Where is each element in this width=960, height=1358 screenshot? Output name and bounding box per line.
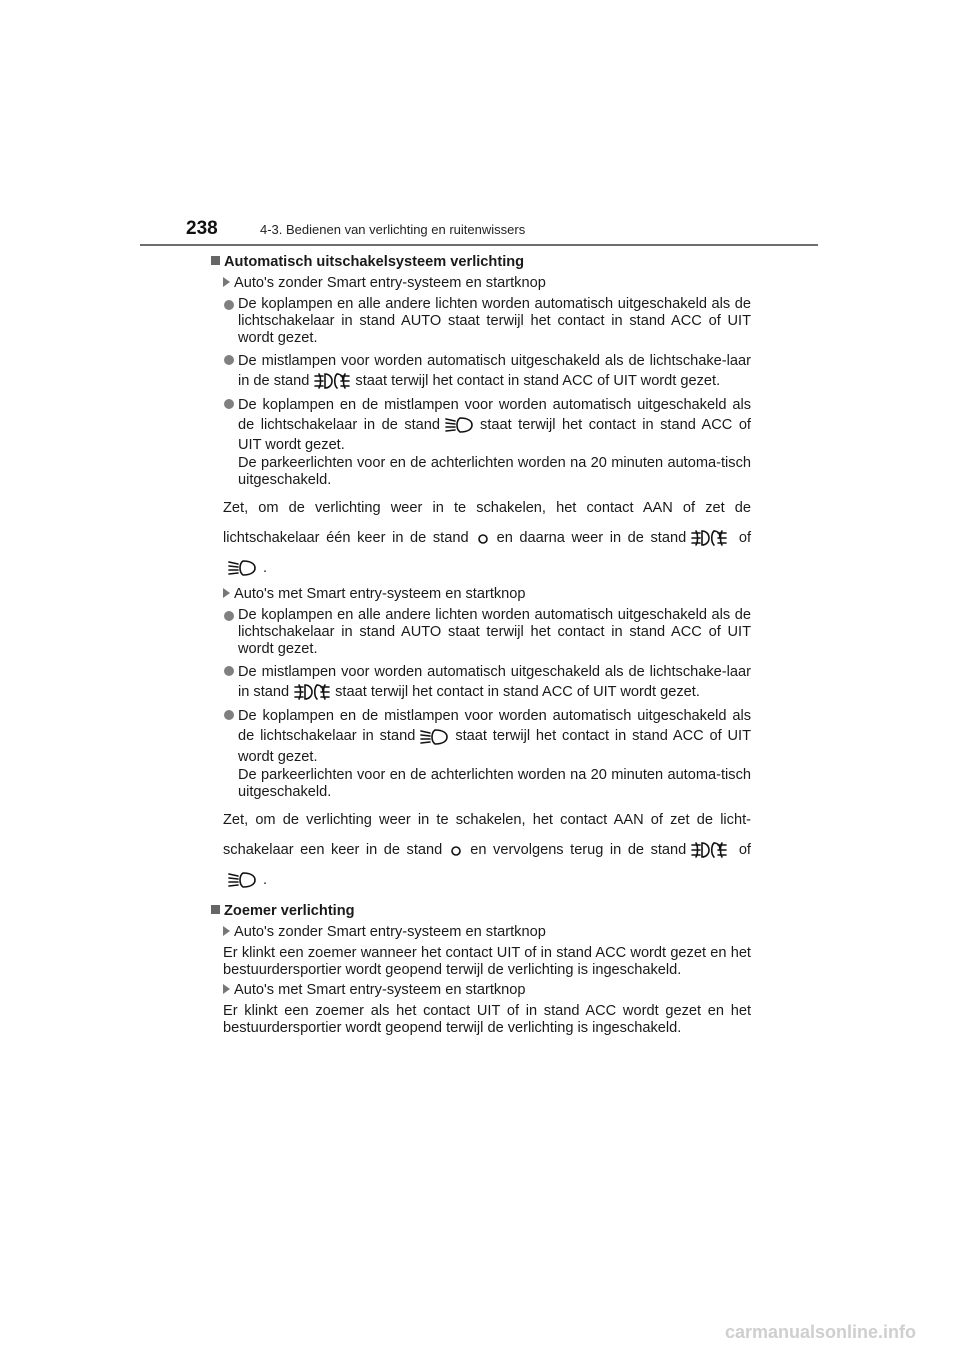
list-item: De koplampen en alle andere lichten worden automatisch uitgeschakeld als de lichtschakelaar in stand AUTO staat terwijl het contact in stand ACC of UIT wordt gezet. bbox=[211, 607, 751, 658]
bullet-icon bbox=[224, 710, 234, 720]
triangle-bullet-icon bbox=[223, 984, 230, 994]
list-item: De koplampen en alle andere lichten worden automatisch uitgeschakeld als de lichtschakelaar in stand AUTO staat terwijl het contact in stand ACC of UIT wordt gezet. bbox=[211, 296, 751, 347]
section-heading: Zoemer verlichting bbox=[211, 903, 751, 920]
list-item: De koplampen en de mistlampen voor worden automatisch uitgeschakeld als de lichtschakelaar in stand staat terwijl het contact in stand ACC of UIT wordt gezet. De parkeerlichten voor en de achterlichten worden na 20 minuten automa-tisch uitgeschakeld. bbox=[211, 706, 751, 800]
subheading: Auto's met Smart entry-systeem en startknop bbox=[223, 586, 751, 603]
front-fog-light-icon bbox=[690, 840, 728, 860]
paragraph: Zet, om de verlichting weer in te schakelen, het contact AAN of zet de lichtschakelaar één keer in de stand en daarna weer in de stand of . bbox=[211, 493, 751, 583]
chapter-title: 4-3. Bedienen van verlichting en ruitenwissers bbox=[260, 222, 526, 237]
headlight-icon bbox=[227, 558, 259, 578]
square-bullet-icon bbox=[211, 256, 220, 265]
triangle-bullet-icon bbox=[223, 588, 230, 598]
paragraph: Er klinkt een zoemer wanneer het contact UIT of in stand ACC wordt gezet en het bestuurdersportier wordt geopend terwijl de verlichting is ingeschakeld. bbox=[223, 944, 751, 978]
bullet-icon bbox=[224, 611, 234, 621]
list-item: De koplampen en de mistlampen voor worden automatisch uitgeschakeld als de lichtschakelaar in de stand staat terwijl het contact in stand ACC of UIT wordt gezet. De parkeerlichten voor en de achterlichten worden na 20 minuten automa-tisch uitgeschakeld. bbox=[211, 395, 751, 489]
paragraph: Zet, om de verlichting weer in te schakelen, het contact AAN of zet de licht-schakelaar een keer in de stand en vervolgens terug in de stand of . bbox=[211, 805, 751, 895]
section-heading: Automatisch uitschakelsysteem verlichting bbox=[211, 254, 751, 271]
header-rule bbox=[140, 244, 818, 246]
bullet-icon bbox=[224, 355, 234, 365]
bullet-icon bbox=[224, 666, 234, 676]
front-fog-light-icon bbox=[293, 682, 331, 702]
square-bullet-icon bbox=[211, 905, 220, 914]
paragraph: Er klinkt een zoemer als het contact UIT of in stand ACC wordt gezet en het bestuurdersportier wordt geopend terwijl de verlichting is ingeschakeld. bbox=[223, 1002, 751, 1036]
triangle-bullet-icon bbox=[223, 277, 230, 287]
page-number: 238 bbox=[186, 218, 218, 239]
headlight-icon bbox=[444, 415, 476, 435]
list-item: De mistlampen voor worden automatisch uitgeschakeld als de lichtschake-laar in stand staat terwijl het contact in stand ACC of UIT wordt gezet. bbox=[211, 662, 751, 702]
small-light-icon bbox=[473, 528, 493, 548]
headlight-icon bbox=[419, 727, 451, 747]
small-light-icon bbox=[446, 840, 466, 860]
content bbox=[211, 254, 751, 1040]
triangle-bullet-icon bbox=[223, 926, 230, 936]
bullet-icon bbox=[224, 399, 234, 409]
front-fog-light-icon bbox=[690, 528, 728, 548]
front-fog-light-icon bbox=[313, 371, 351, 391]
subheading: Auto's zonder Smart entry-systeem en startknop bbox=[223, 275, 751, 292]
watermark: carmanualsonline.info bbox=[725, 1322, 917, 1342]
list-item: De mistlampen voor worden automatisch uitgeschakeld als de lichtschake-laar in de stand staat terwijl het contact in stand ACC of UIT wordt gezet. bbox=[211, 351, 751, 391]
headlight-icon bbox=[227, 870, 259, 890]
bullet-icon bbox=[224, 300, 234, 310]
subheading: Auto's met Smart entry-systeem en startknop bbox=[223, 982, 751, 999]
subheading: Auto's zonder Smart entry-systeem en startknop bbox=[223, 924, 751, 941]
